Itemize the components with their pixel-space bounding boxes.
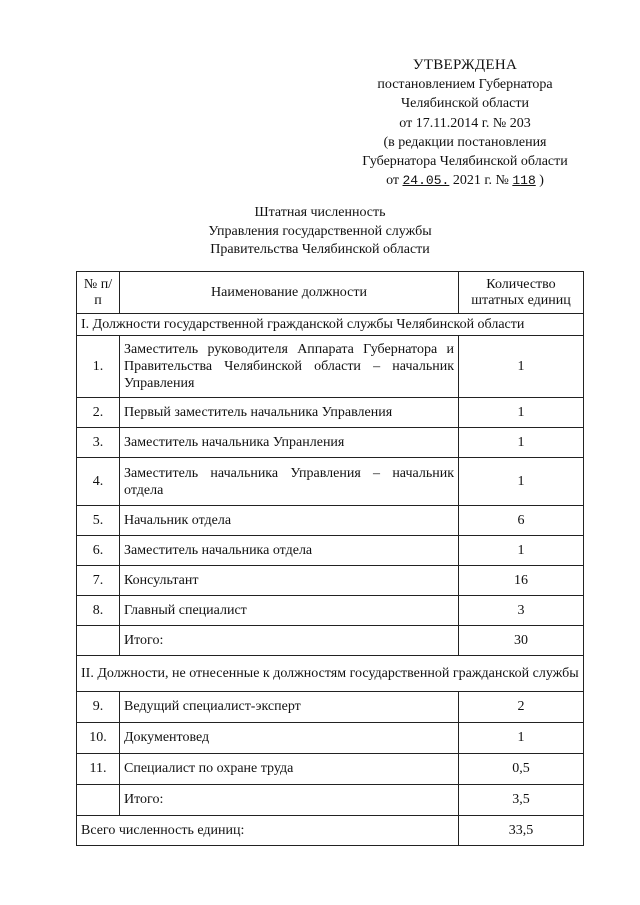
row-count: 1 — [459, 336, 584, 398]
row-num: 5. — [77, 506, 120, 536]
grand-total-row — [77, 816, 584, 846]
table-header-row — [77, 272, 584, 314]
section-row — [77, 314, 584, 336]
title-line: Штатная численность — [254, 205, 386, 220]
row-count: 16 — [459, 566, 584, 596]
row-count: 0,5 — [459, 754, 584, 785]
row-count: 1 — [459, 536, 584, 566]
grand-total-count: 33,5 — [459, 816, 584, 846]
row-name: Специалист по охране труда — [120, 754, 459, 785]
revision-year: 2021 г. № — [452, 173, 509, 189]
subtotal-row — [77, 626, 584, 656]
row-num: 1. — [77, 336, 120, 398]
row-name: Ведущий специалист-эксперт — [120, 692, 459, 723]
header-count: Количество штатных единиц — [459, 272, 584, 314]
grand-total-label: Всего численность единиц: — [77, 816, 459, 846]
row-num: 11. — [77, 754, 120, 785]
row-count: 1 — [459, 458, 584, 506]
table-row — [77, 692, 584, 723]
row-name: Главный специалист — [120, 596, 459, 626]
row-name: Первый заместитель начальника Управления — [120, 398, 459, 428]
row-num: 9. — [77, 692, 120, 723]
subtotal-label: Итого: — [120, 626, 459, 656]
header-name: Наименование должности — [120, 272, 459, 314]
row-name: Начальник отдела — [120, 506, 459, 536]
revision-line — [340, 171, 590, 190]
row-num: 3. — [77, 428, 120, 458]
subtotal-label: Итого: — [120, 785, 459, 816]
subtotal-count: 3,5 — [459, 785, 584, 816]
approval-line: постановлением Губернатора — [377, 77, 553, 93]
row-num: 10. — [77, 723, 120, 754]
approval-line: Губернатора Челябинской области — [362, 154, 568, 170]
document-title — [120, 204, 520, 260]
row-name: Заместитель начальника Упранления — [120, 428, 459, 458]
row-name: Консультант — [120, 566, 459, 596]
row-num: 4. — [77, 458, 120, 506]
row-name: Заместитель руководителя Аппарата Губернатора и Правительства Челябинской области – начальник Управления — [120, 336, 459, 398]
table-row — [77, 566, 584, 596]
approval-line: (в редакции постановления — [383, 134, 547, 150]
title-line: Управления государственной службы — [208, 223, 432, 239]
table-row — [77, 398, 584, 428]
table-row — [77, 723, 584, 754]
approval-stamp — [340, 56, 590, 190]
row-name: Заместитель начальника Управления – начальник отдела — [120, 458, 459, 506]
row-num: 7. — [77, 566, 120, 596]
row-count: 6 — [459, 506, 584, 536]
table-row — [77, 596, 584, 626]
approval-line: от 17.11.2014 г. № 203 — [399, 115, 531, 131]
approval-heading: УТВЕРЖДЕНА — [412, 57, 518, 73]
subtotal-count: 30 — [459, 626, 584, 656]
section-row — [77, 656, 584, 692]
revision-number: 118 — [512, 173, 536, 189]
row-name: Заместитель начальника отдела — [120, 536, 459, 566]
approval-line: Челябинской области — [401, 96, 529, 112]
revision-prefix: от — [386, 173, 399, 189]
row-count: 2 — [459, 692, 584, 723]
header-num: № п/п — [77, 272, 120, 314]
row-count: 1 — [459, 398, 584, 428]
row-num-empty — [77, 785, 120, 816]
row-num: 6. — [77, 536, 120, 566]
table-row — [77, 336, 584, 398]
table-row — [77, 506, 584, 536]
revision-suffix: ) — [539, 173, 544, 189]
row-num-empty — [77, 626, 120, 656]
section-1-title: I. Должности государственной гражданской службы Челябинской области — [77, 314, 584, 336]
row-count: 1 — [459, 428, 584, 458]
row-count: 3 — [459, 596, 584, 626]
table-row — [77, 536, 584, 566]
row-num: 8. — [77, 596, 120, 626]
row-name: Документовед — [120, 723, 459, 754]
subtotal-row — [77, 785, 584, 816]
staff-table — [76, 271, 584, 846]
row-num: 2. — [77, 398, 120, 428]
revision-date: 24.05. — [402, 173, 450, 189]
table-row — [77, 458, 584, 506]
section-2-title: II. Должности, не отнесенные к должностям государственной гражданской службы — [77, 656, 584, 692]
title-line: Правительства Челябинской области — [210, 242, 430, 257]
row-count: 1 — [459, 723, 584, 754]
table-row — [77, 428, 584, 458]
table-row — [77, 754, 584, 785]
